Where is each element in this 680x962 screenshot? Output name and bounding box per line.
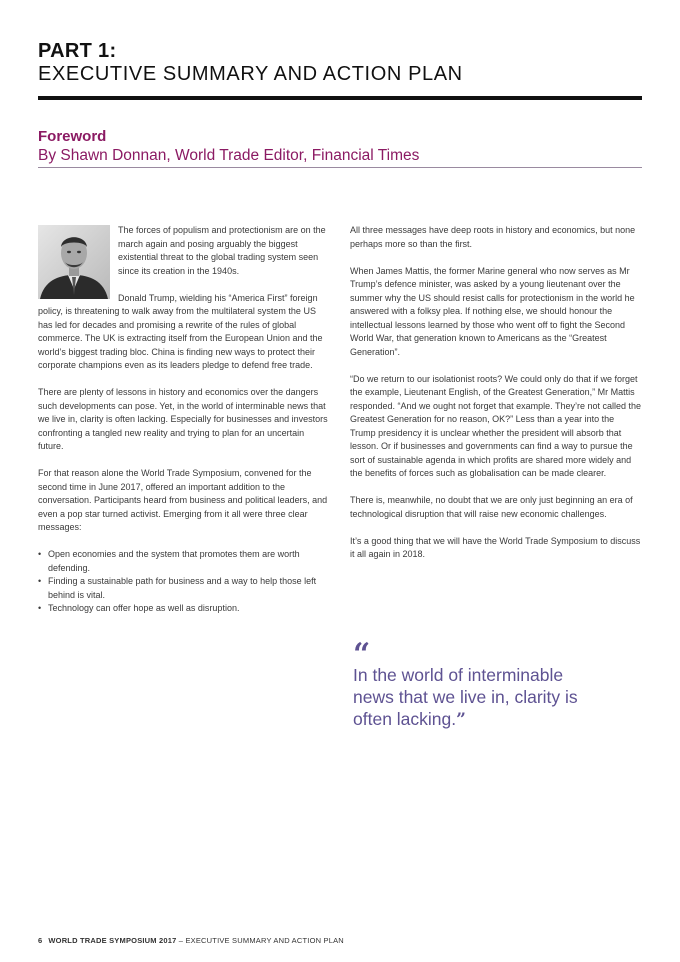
left-paragraph-1: The forces of populism and protectionism are on the march again and posing arguably the biggest existential threat to the global trading system seen since its creation in the 1940s. [118, 225, 326, 276]
list-item: • Finding a sustainable path for business and a way to help those left behind is vital. [38, 576, 317, 600]
foreword-label: Foreword [38, 128, 107, 145]
open-quote-icon: “ [353, 637, 371, 672]
foreword-header [38, 128, 642, 166]
bullet-icon: • [38, 603, 42, 613]
part-heading [38, 40, 642, 86]
pull-quote [353, 637, 603, 731]
close-quote-icon: ” [456, 710, 466, 730]
right-paragraph-3: “Do we return to our isolationist roots? We could only do that if we forget the example, Lieutenant English, of the Greatest Generation,” Mr Mattis responded. “And we ought not forget that example. They’re not called the Greatest Generation for no reason, OK?” Less than a year into the Trump presidency it is unclear whether the president will absorb that lesson. Or if businesses and governments can find a way to pursue the sort of sustainable agenda in which profits are shared more widely and the benefits of forces such as globalisation can be made clearer. [350, 373, 642, 478]
footer-brand: WORLD TRADE SYMPOSIUM 2017 [48, 936, 177, 945]
author-portrait [38, 225, 110, 299]
list-item: • Open economies and the system that promotes them are worth defending. [38, 549, 300, 573]
pull-quote-text: In the world of interminable news that we live in, clarity is often lacking.” [353, 665, 578, 730]
list-item: • Technology can offer hope as well as disruption. [38, 602, 330, 616]
part-number: PART 1: [38, 40, 117, 62]
footer-section: – EXECUTIVE SUMMARY AND ACTION PLAN [176, 936, 344, 945]
page-footer [38, 936, 344, 945]
foreword-rule [38, 167, 642, 168]
right-paragraph-2: When James Mattis, the former Marine general who now serves as Mr Trump’s defence minister, was asked by a young lieutenant over the summer why the US should resist calls for protectionism in the world he answered with a folksy plea. If nothing else, we should honour the intellectual lessons learned by those who went off to fight the Second World War, that generation known to Americans as the “Greatest Generation”. [350, 265, 635, 357]
portrait-image [38, 225, 110, 299]
left-column [38, 224, 330, 616]
left-paragraph-2: Donald Trump, wielding his “America First” foreign policy, is threatening to walk away from the multilateral system the US has led for decades and promising a rewrite of the rules of global commerce. The UK is extracting itself from the European Union and the world’s biggest trading bloc. China is finding new ways to protect their corporate champions even as its leaders pledge to defend free trade. [38, 292, 323, 370]
bullet-icon: • [38, 549, 42, 559]
right-column [350, 224, 642, 575]
page-number: 6 [38, 936, 43, 945]
foreword-byline: By Shawn Donnan, World Trade Editor, Financial Times [38, 147, 420, 164]
heading-rule [38, 96, 642, 100]
left-paragraph-4: For that reason alone the World Trade Symposium, convened for the second time in June 2017, offered an important addition to the conversation. Participants heard from business and political leaders, and even a pop star turned activist. Emerging from it all were three clear messages: [38, 468, 328, 532]
right-paragraph-1: All three messages have deep roots in history and economics, but none perhaps more so than the first. [350, 225, 636, 249]
right-paragraph-4: There is, meanwhile, no doubt that we are only just beginning an era of technological disruption that will raise new economic challenges. [350, 495, 633, 519]
left-paragraph-3: There are plenty of lessons in history and economics over the dangers such developments can pose. Yet, in the world of interminable news that we live in, clarity is often lacking. Especially for businesses and investors confronting a tangled new reality and trying to plan for an uncertain future. [38, 387, 328, 451]
message-list [38, 548, 330, 616]
part-title: EXECUTIVE SUMMARY AND ACTION PLAN [38, 63, 463, 85]
right-paragraph-5: It’s a good thing that we will have the World Trade Symposium to discuss it all again in 2018. [350, 535, 641, 559]
bullet-icon: • [38, 576, 42, 586]
